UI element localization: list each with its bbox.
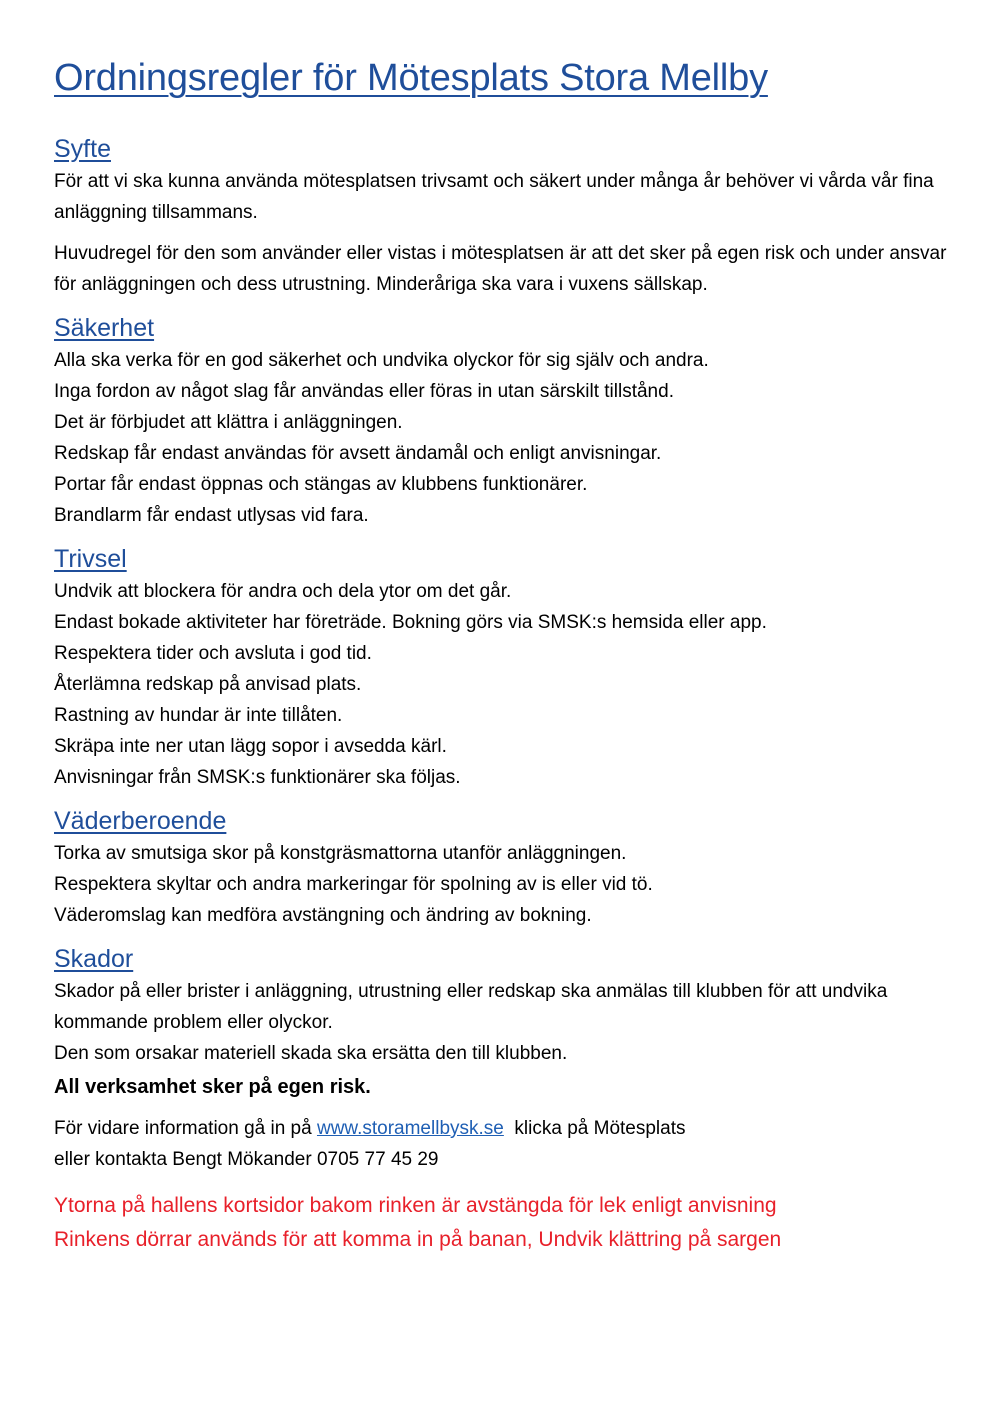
rule-line: Inga fordon av något slag får användas eller föras in utan särskilt tillstånd. [54, 381, 674, 402]
section-heading-sakerhet: Säkerhet [54, 314, 155, 342]
rule-line: Brandlarm får endast utlysas vid fara. [54, 505, 369, 526]
info-prefix: För vidare information gå in på [54, 1118, 312, 1139]
rule-line: Undvik att blockera för andra och dela ytor om det går. [54, 581, 512, 602]
info-suffix: klicka på Mötesplats [514, 1118, 686, 1139]
section-heading-trivsel: Trivsel [54, 545, 127, 573]
document-title: Ordningsregler för Mötesplats Stora Mellby [54, 57, 768, 99]
section-heading-skador: Skador [54, 945, 134, 973]
rule-line: Skräpa inte ner utan lägg sopor i avsedda kärl. [54, 736, 447, 757]
rule-line: Den som orsakar materiell skada ska ersätta den till klubben. [54, 1043, 568, 1064]
website-link[interactable]: www.storamellbysk.se [316, 1118, 504, 1139]
syfte-paragraph-2: Huvudregel för den som använder eller vistas i mötesplatsen är att det sker på egen risk och under ansvar för anläggningen och dess utrustning. Minderåriga ska vara i vuxens sällskap. [54, 243, 947, 295]
contact-info [54, 1113, 954, 1175]
warning-line: Rinkens dörrar används för att komma in på banan, Undvik klättring på sargen [54, 1228, 782, 1251]
section-heading-syfte: Syfte [54, 135, 111, 163]
rule-line: Återlämna redskap på anvisad plats. [54, 674, 362, 695]
document-page [54, 50, 954, 1257]
rule-line: Väderomslag kan medföra avstängning och ändring av bokning. [54, 905, 592, 926]
section-skador [54, 942, 954, 1069]
rule-line: Redskap får endast användas för avsett ändamål och enligt anvisningar. [54, 443, 662, 464]
rule-line: Respektera tider och avsluta i god tid. [54, 643, 372, 664]
warning-line: Ytorna på hallens kortsidor bakom rinken är avstängda för lek enligt anvisning [54, 1194, 777, 1217]
section-heading-vaderberoende: Väderberoende [54, 807, 227, 835]
syfte-paragraph-1: För att vi ska kunna använda mötesplatsen trivsamt och säkert under många år behöver vi vårda vår fina anläggning tillsammans. [54, 171, 934, 223]
rule-line: Endast bokade aktiviteter har företräde. Bokning görs via SMSK:s hemsida eller app. [54, 612, 767, 633]
rule-line: Respektera skyltar och andra markeringar för spolning av is eller vid tö. [54, 874, 653, 895]
section-trivsel [54, 542, 954, 793]
rule-line: Rastning av hundar är inte tillåten. [54, 705, 343, 726]
rule-line: Torka av smutsiga skor på konstgräsmattorna utanför anläggningen. [54, 843, 627, 864]
contact-line: eller kontakta Bengt Mökander 0705 77 45 29 [54, 1149, 439, 1170]
skador-paragraph: Skador på eller brister i anläggning, utrustning eller redskap ska anmälas till klubben för att undvika kommande problem eller olyckor. [54, 981, 888, 1033]
section-vaderberoende [54, 804, 954, 931]
risk-note: All verksamhet sker på egen risk. [54, 1076, 371, 1098]
section-sakerhet [54, 311, 954, 531]
rule-line: Det är förbjudet att klättra i anläggningen. [54, 412, 403, 433]
section-syfte [54, 132, 954, 300]
rule-line: Anvisningar från SMSK:s funktionärer ska följas. [54, 767, 461, 788]
rule-line: Portar får endast öppnas och stängas av klubbens funktionärer. [54, 474, 588, 495]
rule-line: Alla ska verka för en god säkerhet och undvika olyckor för sig själv och andra. [54, 350, 709, 371]
warning-block [54, 1189, 954, 1257]
